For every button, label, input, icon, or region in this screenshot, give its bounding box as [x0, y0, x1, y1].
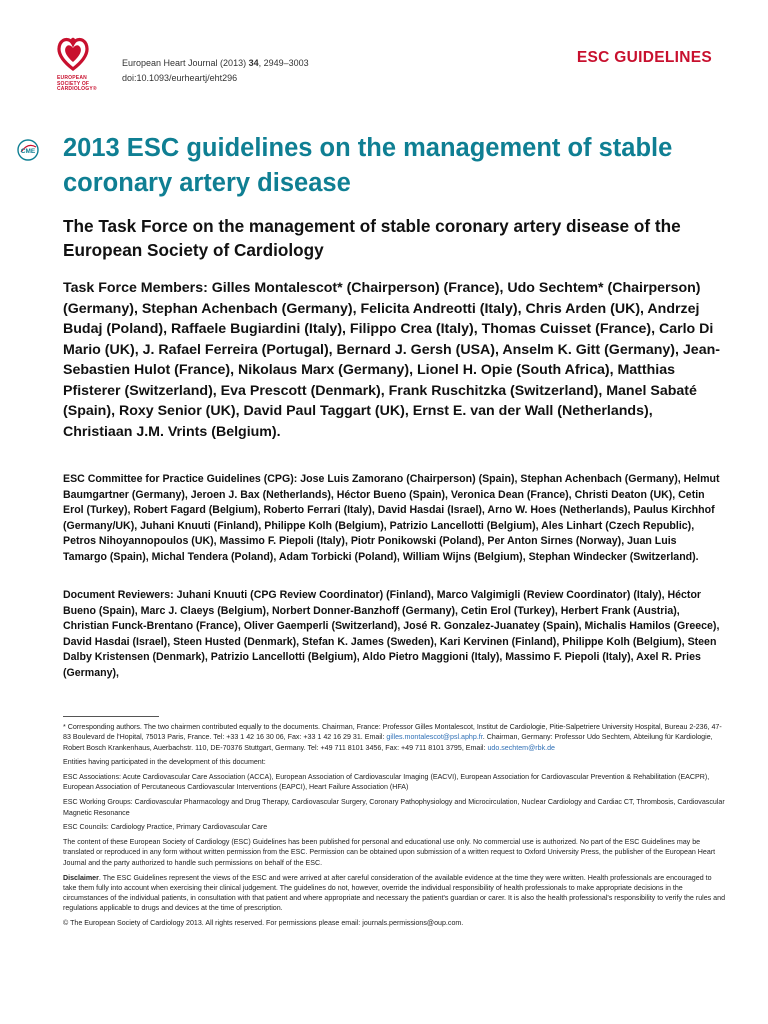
journal-reference [122, 56, 309, 71]
email-link-sechtem[interactable]: udo.sechtem@rbk.de [487, 743, 555, 752]
esc-councils: ESC Councils: Cardiology Practice, Primary Cardiovascular Care [63, 823, 268, 832]
journal-citation [122, 56, 309, 86]
cpg-committee: ESC Committee for Practice Guidelines (CPG): Jose Luis Zamorano (Chairperson) (Spain), Stephan Achenbach (Germany), Helmut Baumgartner (Germany), Jeroen J. Bax (Netherlands), Héctor Bueno (Spain), Veronica Dean (France), Christi Deaton (UK), Cetin Erol (Turkey), Robert Fagard (Belgium), Roberto Ferrari (Italy), David Hasdai (Israel), Arno W. Hoes (Netherlands), Paulus Kirchhof (Germany/UK), Juhani Knuuti (Finland), Philippe Kolh (Belgium), Patrizio Lancellotti (Belgium), Ales Linhart (Czech Republic), Petros Nihoyannopoulos (UK), Massimo F. Piepoli (Italy), Piotr Ponikowski (Poland), Per Anton Sirnes (Norway), Juan Luis Tamargo (Spain), Michal Tendera (Poland), Adam Torbicki (Poland), William Wijns (Belgium), Stephan Windecker (Switzerland). [63, 473, 720, 563]
esc-associations: ESC Associations: Acute Cardiovascular Care Association (ACCA), European Association of Cardiovascular Imaging (EACVI), European Association for Cardiovascular Prevention & Rehabilitation (EACPR), European Association of Percutaneous Cardiovascular Interventions (EAPCI), Heart Failure Association (HFA) [63, 773, 710, 792]
copyright: © The European Society of Cardiology 2013. All rights reserved. For permissions please email: journals.permissions@oup.com. [63, 919, 464, 928]
esc-working-groups: ESC Working Groups: Cardiovascular Pharmacology and Drug Therapy, Cardiovascular Surgery, Coronary Pathophysiology and Microcirculation, Nuclear Cardiology and Cardiac CT, Thrombosis, Cardiovascular Magnetic Resonance [63, 798, 725, 817]
journal-volume: 34 [248, 58, 259, 68]
task-force-members: Task Force Members: Gilles Montalescot* (Chairperson) (France), Udo Sechtem* (Chairperson) (Germany), Stephan Achenbach (Germany), Felicita Andreotti (Italy), Chris Arden (UK), Andrzej Budaj (Poland), Raffaele Bugiardini (Italy), Filippo Crea (Italy), Thomas Cuisset (France), Carlo Di Mario (UK), J. Rafael Ferreira (Portugal), Bernard J. Gersh (USA), Anselm K. Gitt (Germany), Jean-Sebastien Hulot (France), Nikolaus Marx (Germany), Lionel H. Opie (South Africa), Matthias Pfisterer (Switzerland), Eva Prescott (Denmark), Frank Ruschitzka (Switzerland), Manel Sabaté (Spain), Roxy Senior (UK), David Paul Taggart (UK), Ernst E. van der Wall (Netherlands), Christiaan J.M. Vrints (Belgium). [63, 280, 720, 440]
corresponding-text-a: * Corresponding authors. The two chairmen contributed equally to the documents. Chairman, France: Professor Gilles Montalescot, Institut de Cardiologie, Pitie-Salpetriere University Hospital, Bureau 2-236, 47-83 Boulevard de l'Hopital, 75013 Paris, France. Tel: +33 1 42 16 30 06, Fax: +33 1 42 16 29 31. Email: [63, 723, 722, 742]
doi[interactable]: doi:10.1093/eurheartj/eht296 [122, 73, 238, 83]
section-tag: ESC GUIDELINES [576, 49, 712, 66]
esc-logo [56, 36, 106, 98]
email-link-montalescot[interactable]: gilles.montalescot@psl.aphp.fr [386, 733, 483, 742]
disclaimer [63, 873, 725, 914]
journal-pages: , 2949–3003 [258, 58, 309, 68]
content-notice: The content of these European Society of Cardiology (ESC) Guidelines has been published for personal and educational use only. No commercial use is authorized. No part of the ESC Guidelines may be translated or reproduced in any form without written permission from the ESC. Permission can be obtained upon submission of a written request to Oxford University Press, the publisher of the European Heart Journal and the party authorized to handle such permissions on behalf of the ESC. [63, 838, 716, 867]
corresponding-text-b: . Chairman, Germany: Professor Udo Sechtem, Abteilung für Kardiologie, Robert Bosch Krankenhaus, Auerbachstr. 110, DE-70376 Stuttgart, Germany. Tel: +49 711 8101 3456, Fax: +49 711 8101 3795, Email: [63, 733, 713, 752]
corresponding-authors [63, 722, 725, 753]
journal-name: European Heart Journal (2013) [122, 58, 249, 68]
page-header [56, 36, 712, 106]
heart-logo-icon [56, 36, 90, 72]
page-title: 2013 ESC guidelines on the management of stable coronary artery disease [63, 134, 673, 197]
cme-icon [16, 138, 40, 162]
disclaimer-label: Disclaimer [63, 873, 99, 882]
entities-note: Entities having participated in the development of this document: [63, 758, 266, 767]
footnotes [63, 722, 725, 933]
page-subtitle: The Task Force on the management of stable coronary artery disease of the European Society of Cardiology [63, 216, 681, 260]
footnote-divider [63, 716, 159, 717]
cme-label: CME [20, 148, 36, 155]
document-reviewers: Document Reviewers: Juhani Knuuti (CPG Review Coordinator) (Finland), Marco Valgimigli (Review Coordinator) (Italy), Héctor Bueno (Spain), Marc J. Claeys (Belgium), Norbert Donner-Banzhoff (Germany), Cetin Erol (Turkey), Herbert Frank (Austria), Christian Funck-Brentano (France), Oliver Gaemperli (Switzerland), José R. Gonzalez-Juanatey (Spain), Michalis Hamilos (Greece), David Hasdai (Israel), Steen Husted (Denmark), Stefan K. James (Sweden), Kari Kervinen (Finland), Philippe Kolh (Belgium), Steen Dalby Kristensen (Denmark), Patrizio Lancellotti (Belgium), Aldo Pietro Maggioni (Italy), Massimo F. Piepoli (Italy), Axel R. Pries (Germany), [63, 589, 720, 679]
disclaimer-text: . The ESC Guidelines represent the views of the ESC and were arrived at after careful consideration of the available evidence at the time they were written. Health professionals are encouraged to take them fully into account when exercising their clinical judgement. The guidelines do not, however, override the individual responsibility of health professionals to make appropriate decisions in the circumstances of the individual patients, in consultation with that patient and where appropriate and necessary the patient's guardian or carer. It is also the health professional's responsibility to verify the rules and regulations applicable to drugs and devices at the time of prescription. [63, 873, 726, 913]
logo-wordmark: EUROPEAN SOCIETY OF CARDIOLOGY® [57, 75, 97, 93]
